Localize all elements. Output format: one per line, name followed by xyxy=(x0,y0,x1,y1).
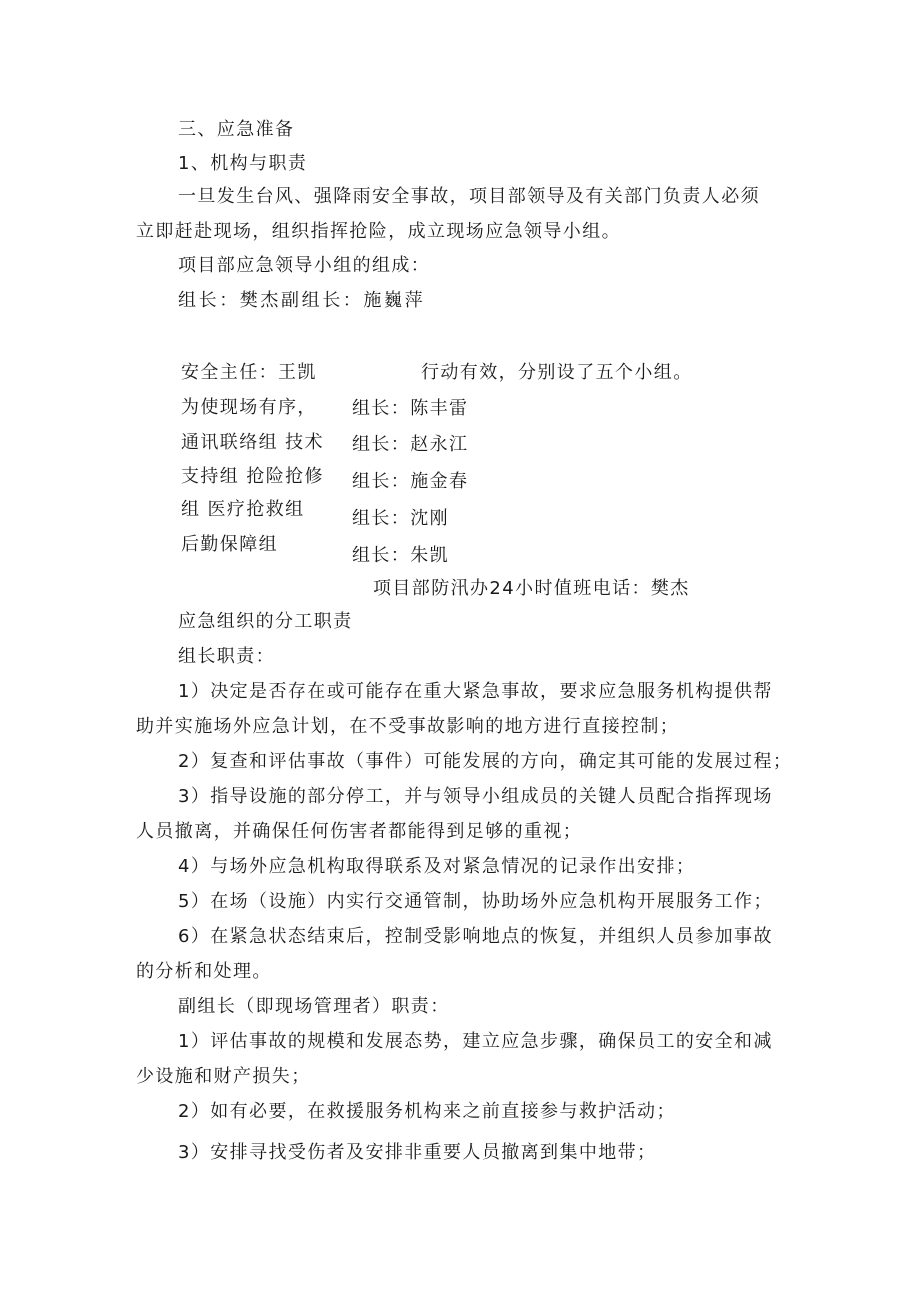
group-names-line-5: 后勤保障组 xyxy=(181,534,278,555)
group-leader-4: 组长：沈刚 xyxy=(352,508,449,529)
leader-duty-5: 5）在场（设施）内实行交通管制，协助场外应急机构开展服务工作； xyxy=(178,891,773,912)
deputy-duty-3: 3）安排寻找受伤者及安排非重要人员撤离到集中地带； xyxy=(178,1142,657,1163)
safety-director: 安全主任：王凯 xyxy=(181,362,317,383)
leader-duty-6-line-1: 6）在紧急状态结束后，控制受影响地点的恢复，并组织人员参加事故 xyxy=(178,926,773,947)
leader-duty-2: 2）复查和评估事故（事件）可能发展的方向，确定其可能的发展过程； xyxy=(178,751,793,772)
intro-line-1: 一旦发生台风、强降雨安全事故，项目部领导及有关部门负责人必须 xyxy=(178,186,760,207)
group-names-line-3: 支持组 抢险抢修 xyxy=(181,466,324,487)
leaders-line: 组长：樊杰副组长：施巍萍 xyxy=(178,290,426,311)
deputy-duty-1-line-2: 少设施和财产损失； xyxy=(136,1066,311,1087)
leader-duty-1-line-2: 助并实施场外应急计划，在不受事故影响的地方进行直接控制； xyxy=(136,716,680,737)
intro-line-2: 立即赶赴现场，组织指挥抢险，成立现场应急领导小组。 xyxy=(136,221,621,242)
section-heading: 三、应急准备 xyxy=(178,119,295,140)
deputy-duty-2: 2）如有必要，在救援服务机构来之前直接参与救护活动； xyxy=(178,1101,676,1122)
group-names-line-2: 通讯联络组 技术 xyxy=(181,432,324,453)
groups-note: 行动有效，分别设了五个小组。 xyxy=(421,362,693,383)
leader-duty-1-line-1: 1）决定是否存在或可能存在重大紧急事故，要求应急服务机构提供帮 xyxy=(178,681,773,702)
deputy-duty-1-line-1: 1）评估事故的规模和发展态势，建立应急步骤，确保员工的安全和减 xyxy=(178,1031,773,1052)
leader-duty-3-line-1: 3）指导设施的部分停工，并与领导小组成员的关键人员配合指挥现场 xyxy=(178,786,773,807)
team-composition-title: 项目部应急领导小组的组成： xyxy=(178,255,431,276)
division-title: 应急组织的分工职责 xyxy=(178,611,353,632)
leader-duty-6-line-2: 的分析和处理。 xyxy=(136,961,272,982)
leader-duty-4: 4）与场外应急机构取得联系及对紧急情况的记录作出安排； xyxy=(178,856,696,877)
duty-phone: 项目部防汛办24小时值班电话：樊杰 xyxy=(373,578,690,599)
leader-duty-3-line-2: 人员撤离，并确保任何伤害者都能得到足够的重视； xyxy=(136,821,583,842)
group-names-line-4: 组 医疗抢救组 xyxy=(181,499,305,520)
group-names-line-1: 为使现场有序， xyxy=(181,397,317,418)
group-leader-5: 组长：朱凯 xyxy=(352,545,449,566)
group-leader-2: 组长：赵永江 xyxy=(352,434,469,455)
subsection-heading: 1、机构与职责 xyxy=(178,153,308,174)
group-leader-1: 组长：陈丰雷 xyxy=(352,398,469,419)
group-leader-3: 组长：施金春 xyxy=(352,471,469,492)
leader-duties-title: 组长职责： xyxy=(178,646,275,667)
deputy-duties-title: 副组长（即现场管理者）职责： xyxy=(178,996,450,1017)
